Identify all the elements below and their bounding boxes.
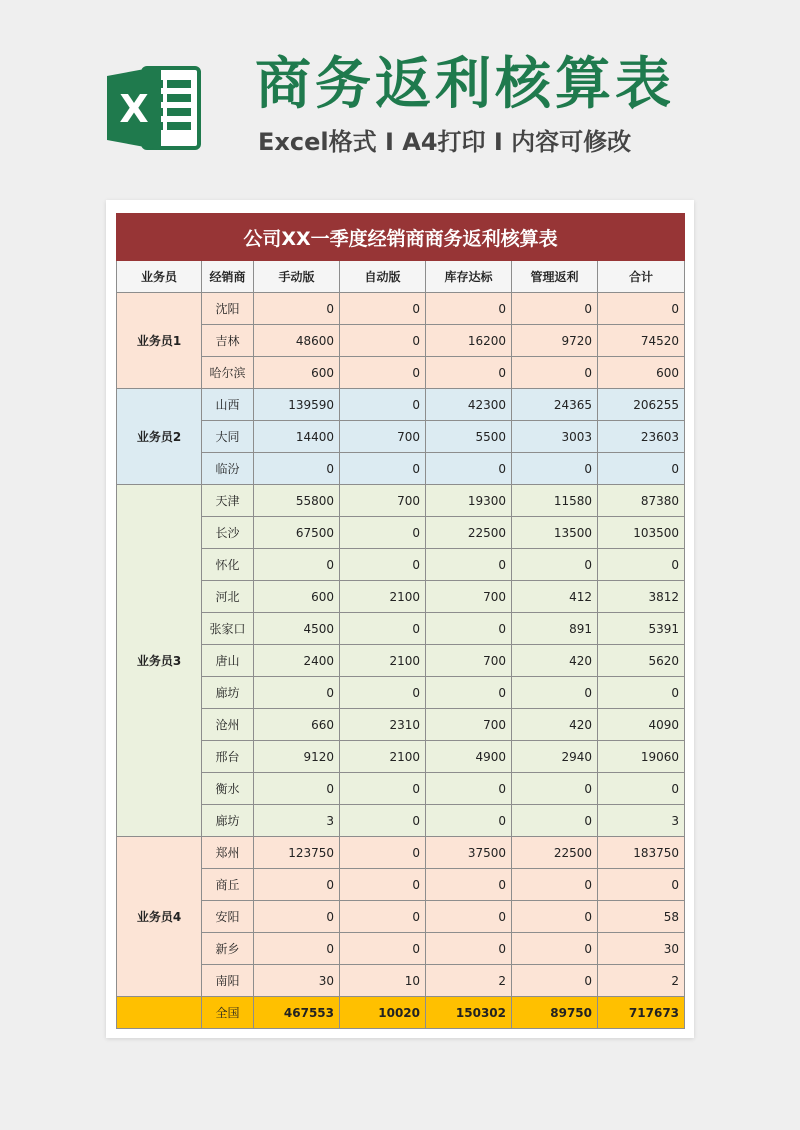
value-cell: 5391: [598, 613, 685, 645]
table-title: 公司XX一季度经销商商务返利核算表: [117, 214, 685, 261]
value-cell: 0: [340, 389, 426, 421]
page-header: [0, 0, 800, 200]
value-cell: 5500: [426, 421, 512, 453]
value-cell: 30: [254, 965, 340, 997]
value-cell: 0: [598, 293, 685, 325]
dealer-cell: 哈尔滨: [202, 357, 254, 389]
dealer-cell: 新乡: [202, 933, 254, 965]
value-cell: 139590: [254, 389, 340, 421]
dealer-cell: 临汾: [202, 453, 254, 485]
dealer-cell: 廊坊: [202, 677, 254, 709]
value-cell: 0: [512, 965, 598, 997]
dealer-cell: 怀化: [202, 549, 254, 581]
dealer-cell: 天津: [202, 485, 254, 517]
value-cell: 0: [426, 613, 512, 645]
column-header: 库存达标: [426, 261, 512, 293]
salesperson-cell: 业务员3: [117, 485, 202, 837]
value-cell: 23603: [598, 421, 685, 453]
value-cell: 0: [340, 805, 426, 837]
value-cell: 0: [426, 677, 512, 709]
salesperson-cell: 业务员2: [117, 389, 202, 485]
dealer-cell: 廊坊: [202, 805, 254, 837]
rebate-table: [116, 213, 685, 1029]
value-cell: 0: [426, 293, 512, 325]
value-cell: 0: [254, 901, 340, 933]
value-cell: 0: [340, 549, 426, 581]
dealer-cell: 衡水: [202, 773, 254, 805]
table-row: [117, 965, 685, 997]
table-row: [117, 901, 685, 933]
value-cell: 19060: [598, 741, 685, 773]
dealer-cell: 南阳: [202, 965, 254, 997]
value-cell: 55800: [254, 485, 340, 517]
value-cell: 9120: [254, 741, 340, 773]
logo-letter: X: [119, 87, 149, 131]
value-cell: 0: [340, 453, 426, 485]
value-cell: 0: [598, 773, 685, 805]
column-header: 自动版: [340, 261, 426, 293]
dealer-cell: 唐山: [202, 645, 254, 677]
value-cell: 700: [340, 485, 426, 517]
table-row: [117, 453, 685, 485]
table-row: [117, 869, 685, 901]
value-cell: 0: [426, 773, 512, 805]
value-cell: 700: [340, 421, 426, 453]
value-cell: 0: [512, 293, 598, 325]
value-cell: 0: [598, 453, 685, 485]
value-cell: 0: [512, 773, 598, 805]
table-row: [117, 421, 685, 453]
value-cell: 0: [426, 933, 512, 965]
value-cell: 13500: [512, 517, 598, 549]
value-cell: 420: [512, 709, 598, 741]
value-cell: 58: [598, 901, 685, 933]
value-cell: 2: [598, 965, 685, 997]
value-cell: 0: [340, 357, 426, 389]
value-cell: 9720: [512, 325, 598, 357]
value-cell: 16200: [426, 325, 512, 357]
value-cell: 0: [426, 357, 512, 389]
value-cell: 0: [340, 869, 426, 901]
table-row: [117, 805, 685, 837]
value-cell: 0: [512, 901, 598, 933]
value-cell: 0: [512, 549, 598, 581]
table-row: [117, 773, 685, 805]
value-cell: 0: [254, 453, 340, 485]
table-row: [117, 549, 685, 581]
total-row: [117, 997, 685, 1029]
value-cell: 2100: [340, 581, 426, 613]
column-header: 经销商: [202, 261, 254, 293]
value-cell: 0: [512, 357, 598, 389]
value-cell: 0: [512, 677, 598, 709]
table-row: [117, 357, 685, 389]
value-cell: 24365: [512, 389, 598, 421]
value-cell: 600: [254, 357, 340, 389]
value-cell: 0: [426, 549, 512, 581]
dealer-cell: 安阳: [202, 901, 254, 933]
salesperson-cell: 业务员4: [117, 837, 202, 997]
value-cell: 4900: [426, 741, 512, 773]
column-header: 管理返利: [512, 261, 598, 293]
value-cell: 5620: [598, 645, 685, 677]
value-cell: 0: [598, 549, 685, 581]
value-cell: 0: [340, 837, 426, 869]
value-cell: 2: [426, 965, 512, 997]
dealer-cell: 邢台: [202, 741, 254, 773]
value-cell: 3: [254, 805, 340, 837]
dealer-cell: 山西: [202, 389, 254, 421]
value-cell: 0: [426, 453, 512, 485]
dealer-cell: 沧州: [202, 709, 254, 741]
table-row: [117, 837, 685, 869]
total-value-cell: 467553: [254, 997, 340, 1029]
value-cell: 0: [426, 805, 512, 837]
value-cell: 700: [426, 709, 512, 741]
value-cell: 0: [598, 677, 685, 709]
page-title: 商务返利核算表: [255, 52, 675, 117]
table-row: [117, 581, 685, 613]
value-cell: 2100: [340, 645, 426, 677]
value-cell: 3003: [512, 421, 598, 453]
value-cell: 0: [426, 901, 512, 933]
value-cell: 0: [512, 453, 598, 485]
value-cell: 0: [340, 613, 426, 645]
value-cell: 48600: [254, 325, 340, 357]
value-cell: 2100: [340, 741, 426, 773]
column-header: 业务员: [117, 261, 202, 293]
value-cell: 206255: [598, 389, 685, 421]
value-cell: 0: [512, 805, 598, 837]
value-cell: 660: [254, 709, 340, 741]
value-cell: 0: [254, 549, 340, 581]
value-cell: 420: [512, 645, 598, 677]
table-row: [117, 485, 685, 517]
value-cell: 0: [340, 293, 426, 325]
total-value-cell: 717673: [598, 997, 685, 1029]
value-cell: 19300: [426, 485, 512, 517]
value-cell: 123750: [254, 837, 340, 869]
table-row: [117, 741, 685, 773]
total-value-cell: 89750: [512, 997, 598, 1029]
total-blank-cell: [117, 997, 202, 1029]
value-cell: 0: [254, 933, 340, 965]
value-cell: 412: [512, 581, 598, 613]
value-cell: 0: [340, 901, 426, 933]
value-cell: 0: [254, 293, 340, 325]
salesperson-cell: 业务员1: [117, 293, 202, 389]
value-cell: 22500: [512, 837, 598, 869]
value-cell: 700: [426, 581, 512, 613]
value-cell: 0: [340, 325, 426, 357]
value-cell: 700: [426, 645, 512, 677]
value-cell: 3812: [598, 581, 685, 613]
value-cell: 0: [598, 869, 685, 901]
table-header-row: [117, 261, 685, 293]
dealer-cell: 沈阳: [202, 293, 254, 325]
value-cell: 0: [340, 677, 426, 709]
dealer-cell: 商丘: [202, 869, 254, 901]
total-value-cell: 150302: [426, 997, 512, 1029]
dealer-cell: 郑州: [202, 837, 254, 869]
table-row: [117, 709, 685, 741]
value-cell: 0: [340, 773, 426, 805]
value-cell: 183750: [598, 837, 685, 869]
column-header: 合计: [598, 261, 685, 293]
table-row: [117, 389, 685, 421]
value-cell: 891: [512, 613, 598, 645]
dealer-cell: 长沙: [202, 517, 254, 549]
value-cell: 600: [254, 581, 340, 613]
value-cell: 0: [340, 933, 426, 965]
table-row: [117, 613, 685, 645]
value-cell: 600: [598, 357, 685, 389]
table-row: [117, 517, 685, 549]
table-row: [117, 293, 685, 325]
table-row: [117, 325, 685, 357]
value-cell: 2310: [340, 709, 426, 741]
value-cell: 10: [340, 965, 426, 997]
column-header: 手动版: [254, 261, 340, 293]
value-cell: 42300: [426, 389, 512, 421]
total-label-cell: 全国: [202, 997, 254, 1029]
value-cell: 0: [340, 517, 426, 549]
page-subtitle: Excel格式 I A4打印 I 内容可修改: [258, 128, 632, 156]
value-cell: 2940: [512, 741, 598, 773]
value-cell: 67500: [254, 517, 340, 549]
table-row: [117, 645, 685, 677]
value-cell: 11580: [512, 485, 598, 517]
value-cell: 14400: [254, 421, 340, 453]
value-cell: 22500: [426, 517, 512, 549]
dealer-cell: 大同: [202, 421, 254, 453]
value-cell: 87380: [598, 485, 685, 517]
value-cell: 0: [512, 869, 598, 901]
value-cell: 0: [426, 869, 512, 901]
value-cell: 0: [254, 869, 340, 901]
dealer-cell: 河北: [202, 581, 254, 613]
value-cell: 30: [598, 933, 685, 965]
value-cell: 0: [512, 933, 598, 965]
excel-logo-icon: [103, 58, 203, 158]
dealer-cell: 张家口: [202, 613, 254, 645]
total-value-cell: 10020: [340, 997, 426, 1029]
value-cell: 2400: [254, 645, 340, 677]
table-title-row: [117, 214, 685, 261]
table-row: [117, 933, 685, 965]
table-row: [117, 677, 685, 709]
value-cell: 3: [598, 805, 685, 837]
value-cell: 74520: [598, 325, 685, 357]
value-cell: 4090: [598, 709, 685, 741]
dealer-cell: 吉林: [202, 325, 254, 357]
value-cell: 37500: [426, 837, 512, 869]
value-cell: 103500: [598, 517, 685, 549]
value-cell: 4500: [254, 613, 340, 645]
value-cell: 0: [254, 677, 340, 709]
value-cell: 0: [254, 773, 340, 805]
